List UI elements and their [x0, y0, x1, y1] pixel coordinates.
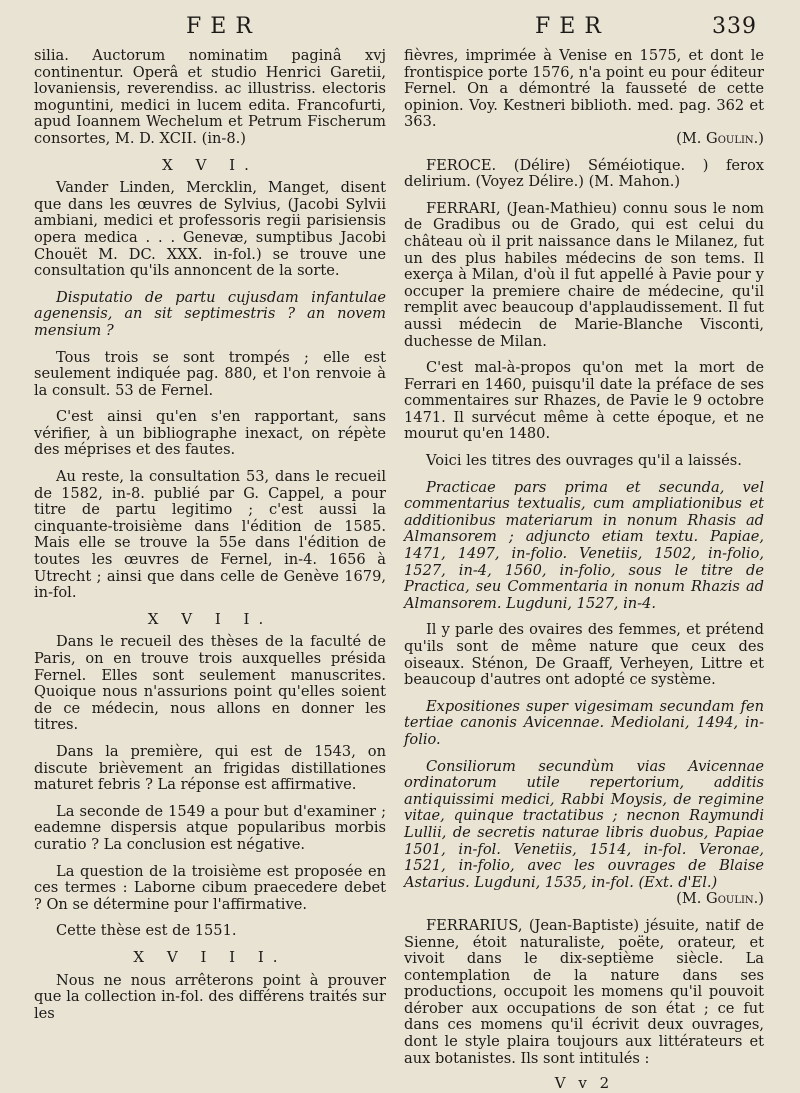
paragraph-continuation-right: fièvres, imprimée à Venise en 1575, et dont le frontispice porte 1576, n'a point eu pour éditeur Fernel. On a démontré la fausseté de cette opinion. Voy. Kestneri biblioth. med. pag. 362 et 363. [404, 47, 764, 131]
paragraph-disputatio: Disputatio de partu cujusdam infantulae agenensis, an sit septimestris ? an novem mensium ? [34, 288, 386, 339]
paragraph-ovaires: Il y parle des ovaires des femmes, et prétend qu'ils sont de même nature que ceux des oiseaux. Sténon, De Graaff, Verheyen, Littre et beaucoup d'autres ont adopté ce système. [404, 621, 764, 689]
right-column [404, 48, 764, 1092]
section-heading-xvii: X V I I. [147, 609, 273, 628]
paragraph-vander-linden: Vander Linden, Mercklin, Manget, disent que dans les œuvres de Sylvius, (Jacobi Sylvii ambiani, medici et professoris regii parisiensis opera medica . . . Genevæ, sumptibus Jacobi Chouët M. DC. XXX. in-fol.) se trouve une consultation qu'ils annoncent de la sorte. [34, 179, 386, 280]
paragraph-recueil-theses: Dans le recueil des thèses de la faculté de Paris, on en trouve trois auxquelles présida Fernel. Elles sont seulement manuscrites. Quoique nous n'assurions point qu'elles soient de ce médecin, nous allons en donner les titres. [34, 633, 386, 734]
running-head-left: FER [186, 14, 261, 39]
paragraph-expositiones: Expositiones super vigesimam secundam fen tertiae canonis Avicennae. Mediolani, 1494, in-folio. [404, 697, 764, 748]
entry-ferrari: FERRARI, (Jean-Mathieu) connu sous le nom de Gradibus ou de Grado, qui est celui du château où il prit naissance dans le Milanez, fut un des plus habiles médecins de son tems. Il exerça à Milan, d'où il fut appellé à Pavie pour y occuper la premiere chaire de médecine, qu'il remplit avec beaucoup d'applaudissement. Il fut aussi médecin de Marie-Blanche Visconti, duchesse de Milan. [404, 199, 764, 350]
paragraph-consiliorum: Consiliorum secundùm vias Avicennae ordinatorum utile repertorium, additis antiquissimi medici, Rabbi Moysis, de regimine vitae, quinque tractatibus ; necnon Raymundi Lullii, de secretis naturae libris duobus, Papiae 1501, in-fol. Venetiis, 1514, in-fol. Veronae, 1521, in-folio, avec les ouvrages de Blaise Astarius. Lugduni, 1535, in-fol. (Ext. d'El.) [404, 757, 764, 891]
paragraph-nous-ne-nous: Nous ne nous arrêterons point à prouver que la collection in-fol. des différens traités sur les [34, 971, 386, 1022]
author-signature: (M. Goulin.) [676, 129, 764, 147]
paragraph-these-date: Cette thèse est de 1551. [56, 922, 237, 940]
paragraph-tous-trois: Tous trois se sont trompés ; elle est seulement indiquée pag. 880, et l'on renvoie à la consult. 53 de Fernel. [34, 348, 386, 399]
paragraph-au-reste: Au reste, la consultation 53, dans le recueil de 1582, in-8. publié par G. Cappel, a pour titre de partu legitimo ; c'est aussi la cinquante-troisième dans l'édition de 1585. Mais elle se trouve la 55e dans l'édition de toutes les œuvres de Fernel, in-4. 1656 à Utrecht ; ainsi que dans celle de Genève 1679, in-fol. [34, 468, 386, 602]
paragraph-practicae: Practicae pars prima et secunda, vel commentarius textualis, cum ampliationibus et additionibus materiarum in nonum Rhasis ad Almansorem ; adjuncto etiam textu. Papiae, 1471, 1497, in-folio. Venetiis, 1502, in-folio, 1527, in-4, 1560, in-folio, sous le titre de Practica, seu Commentaria in nonum Rhazis ad Almansorem. Lugduni, 1527, in-4. [404, 478, 764, 612]
page-header [0, 14, 800, 50]
paragraph-mal-a-propos: C'est mal-à-propos qu'on met la mort de Ferrari en 1460, puisqu'il date la préface de ses commentaires sur Rhazes, de Pavie le 9 octobre 1471. Il survécut même à cette époque, et ne mourut qu'en 1480. [404, 359, 764, 443]
paragraph-seconde-these: La seconde de 1549 a pour but d'examiner ; eademne dispersis atque popularibus morbis curatio ? La conclusion est négative. [34, 802, 386, 853]
paragraph-continuation: silia. Auctorum nominatim paginâ xvj continentur. Operâ et studio Henrici Garetii, lovaniensis, reverendiss. ac illustriss. electoris moguntini, medici in lucem edita. Francofurti, apud Ioannem Wechelum et Petrum Fischerum consortes, M. D. XCII. (in-8.) [34, 47, 386, 147]
paragraph-cest-ainsi: C'est ainsi qu'en s'en rapportant, sans vérifier, à un bibliographe inexact, on répète des méprises et des fautes. [34, 408, 386, 459]
paragraph-troisieme-these: La question de la troisième est proposée en ces termes : Laborne cibum praecedere debet ? On se détermine pour l'affirmative. [34, 862, 386, 913]
author-signature: (M. Goulin.) [676, 890, 764, 908]
entry-ferrarius: FERRARIUS, (Jean-Baptiste) jésuite, natif de Sienne, étoit naturaliste, poëte, orateur, et vivoit dans le dix-septième siècle. La contemplation de la nature dans ses productions, occupoit les momens qu'il pouvoit dérober aux occupations de son état ; ce fut dans ces momens qu'il écrivit deux ouvrages, dont le style plaira toujours aux littérateurs et aux botanistes. Ils sont intitulés : [404, 916, 764, 1067]
paragraph-premiere-these: Dans la première, qui est de 1543, on discute brièvement an frigidas distillationes maturet febris ? La réponse est affirmative. [34, 742, 386, 794]
left-column [34, 48, 386, 1022]
paragraph-voici-titres: Voici les titres des ouvrages qu'il a laissés. [426, 452, 742, 470]
running-head-right: FER [535, 14, 610, 39]
page-number: 339 [712, 14, 757, 39]
section-heading-xvi: X V I. [162, 155, 258, 174]
signature-mark: V v 2 [554, 1074, 614, 1093]
entry-feroce: FEROCE. (Délire) Séméiotique. ) ferox delirium. (Voyez Délire.) (M. Mahon.) [404, 156, 764, 191]
section-heading-xviii: X V I I I. [133, 947, 287, 966]
